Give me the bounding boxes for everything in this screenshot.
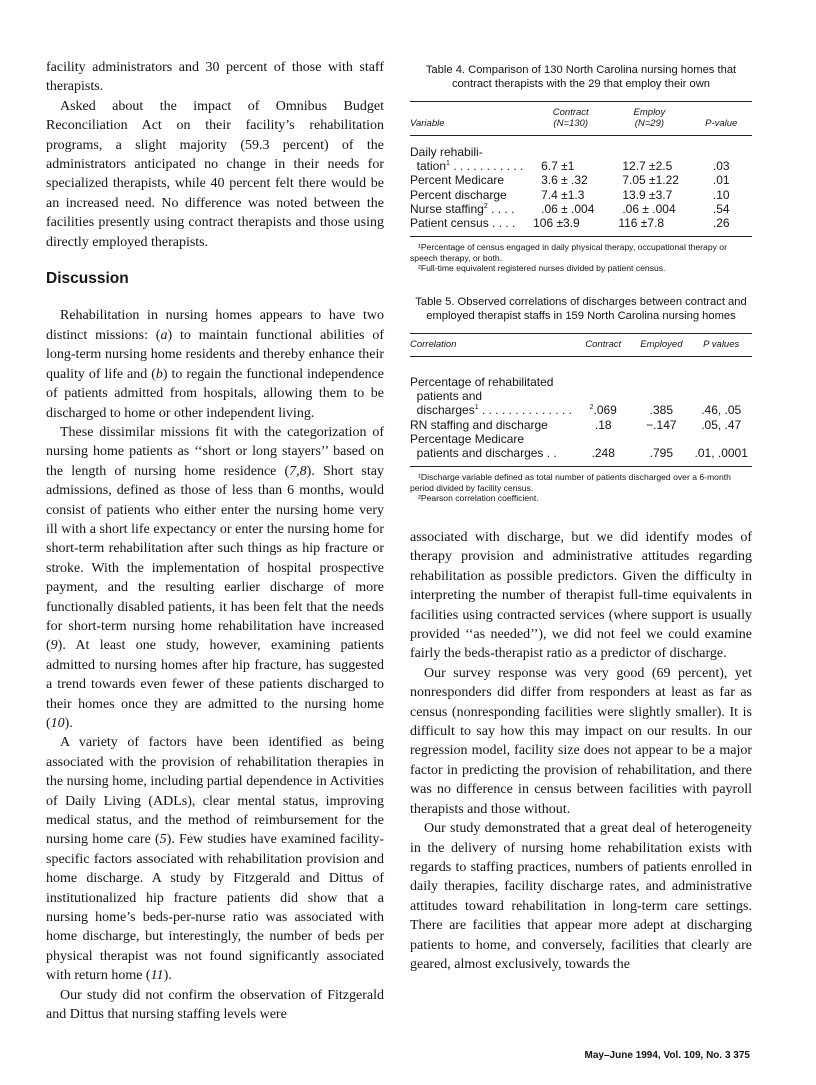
row-label: Daily rehabili- <box>410 145 483 159</box>
table-row <box>410 432 752 446</box>
row-label: patients and <box>416 389 483 404</box>
table-4 <box>410 64 752 274</box>
paragraph: facility administrators and 30 percent of those with staff therapists. <box>46 60 384 95</box>
table-footnotes <box>410 236 752 274</box>
table-row <box>410 159 752 173</box>
column-header: Employed <box>632 334 690 357</box>
column-header: Correlation <box>410 334 574 357</box>
table-4-grid <box>410 101 752 230</box>
row-label: Percent Medicare <box>410 173 505 188</box>
cell: 3.6 ± .32 <box>541 173 588 188</box>
paragraph: These dissimilar missions fit with the categorization of nursing home patients as ‘‘short or long stayers’’ based on the length of nursing home residence (7,8). Short stay admissions, defined as those of less than 6 months, would consist of patients who either enter the nursing home very ill with a short life expectancy or enter the nursing home for short-term rehabilitation after such things as hip fracture or stroke. With the implementation of hospital prospective payment, and the resulting earlier discharge of more functionally disabled patients, it has been felt that the needs for short-term nursing home rehabilitation have increased (9). At least one study, however, examining patients admitted to nursing homes after hip fracture, has suggested a trend towards even fewer of these patients discharged to their homes once they are admitted to the nursing home (10). <box>46 424 384 731</box>
table-row <box>410 389 752 403</box>
footnote: ²Full-time equivalent registered nurses divided by patient census. <box>418 263 666 274</box>
cell: .03 <box>712 159 730 174</box>
cell: .18 <box>594 417 612 432</box>
cell: −.147 <box>646 417 677 432</box>
row-label: Percentage Medicare <box>410 431 525 446</box>
cell: .06 ± .004 <box>622 201 676 216</box>
cell: .46, .05 <box>701 403 742 418</box>
table-row <box>410 188 752 202</box>
row-label: Patient census . . . . <box>410 216 516 231</box>
cell: 12.7 ±2.5 <box>622 159 673 174</box>
table-row <box>410 216 752 230</box>
table-row <box>410 375 752 389</box>
cell: .248 <box>591 446 615 461</box>
cell: .05, .47 <box>701 417 742 432</box>
paragraph: Our study did not confirm the observation of Fitzgerald and Dittus that nursing staffing levels were <box>46 987 384 1023</box>
cell: 106 ±3.9 <box>533 216 580 231</box>
column-header: Variable <box>410 102 533 136</box>
cell: .01 <box>712 173 730 188</box>
column-header: P-value <box>690 102 752 136</box>
right-column <box>410 64 752 974</box>
column-header: Contract (N=130) <box>533 102 608 136</box>
cell: .795 <box>649 446 674 461</box>
table-row <box>410 202 752 216</box>
table-footnotes <box>410 466 752 504</box>
table-title: Table 4. Comparison of 130 North Carolina nursing homes that contract therapists with the 29 that employ their own <box>425 64 737 90</box>
row-label: discharges$^1$ . . . . . . . . . . . . . . <box>416 403 572 418</box>
row-label: Percentage of rehabilitated <box>410 375 554 389</box>
row-label: tation$^1$ . . . . . . . . . . . <box>416 159 524 174</box>
column-header: Contract <box>574 334 632 357</box>
row-label: Nurse staffing$^2$ . . . . <box>410 201 515 216</box>
cell: .26 <box>712 216 730 231</box>
paragraph: Rehabilitation in nursing homes appears to have two distinct missions: (a) to maintain functional abilities of long-term nursing home residents and thereby enhance their quality of life and (b) to regain the functional independence of patients admitted from hospitals, allowing them to be discharged to home or other independent living. <box>46 308 385 421</box>
footnote: ¹Discharge variable defined as total number of patients discharged over a 6-month period divided by facility census. <box>410 472 731 493</box>
right-column-text <box>410 528 752 974</box>
table-row <box>410 446 752 460</box>
column-header: P values <box>690 334 752 357</box>
paragraph: associated with discharge, but we did identify modes of therapy provision and administrative attitudes regarding rehabilitation as possible predictors. Given the difficulty in interpreting the number of therapist full-time equivalents in facilities using contracted services (where support is usually provided ‘‘as needed’’), we did not feel we could examine fairly the beds-therapist ratio as a predictor of discharge. <box>410 530 752 662</box>
page-footer: May–June 1994, Vol. 109, No. 3 375 <box>584 1050 750 1061</box>
paragraph: Our study demonstrated that a great deal of heterogeneity in the delivery of nursing home rehabilitation exists with regards to staffing practices, numbers of patients enrolled in daily therapies, facility discharge rates, and administrative attitudes toward rehabilitation in long-term care settings. There are facilities that appear more adept at discharging patients to home, and conversely, facilities that clearly are geared, almost exclusively, towards the <box>410 821 752 972</box>
cell: $^2$.069 <box>589 403 617 418</box>
cell: .06 ± .004 <box>541 201 595 216</box>
cell: 116 ±7.8 <box>618 216 665 231</box>
cell: 6.7 ±1 <box>541 159 575 174</box>
table-5-grid <box>410 333 752 460</box>
cell: .10 <box>712 187 730 202</box>
footnote: ²Pearson correlation coefficient. <box>418 493 539 504</box>
table-row <box>410 145 752 159</box>
row-label: RN staffing and discharge <box>410 417 548 432</box>
cell: .54 <box>712 201 730 216</box>
cell: 13.9 ±3.7 <box>622 187 673 202</box>
paragraph: Asked about the impact of Omnibus Budget Reconciliation Act on their facility’s rehabilitation programs, a slight majority (59.3 percent) of the administrators anticipated no change in their needs for specialized therapists, while 40 percent felt there would be an increased need. No difference was noted between the facilities presently using contract therapists and those using directly employed therapists. <box>46 98 384 250</box>
cell: 7.05 ±1.22 <box>622 173 679 188</box>
paragraph: Our survey response was very good (69 percent), yet nonresponders did differ from responders at least as far as census (nonresponding facilities were slightly smaller). It is difficult to say how this may impact on our results. In our regression model, facility size does not appear to be a major factor in predicting the provision of rehabilitation, and there was no difference in census between facilities with payroll therapists and those without. <box>410 665 752 817</box>
row-label: patients and discharges . . <box>416 446 557 461</box>
footnote: ¹Percentage of census engaged in daily physical therapy, occupational therapy or speech therapy, or both. <box>410 242 727 263</box>
cell: .01, .0001 <box>694 446 748 461</box>
left-column <box>46 58 384 1025</box>
table-row <box>410 418 752 432</box>
row-label: Percent discharge <box>410 187 507 202</box>
column-header: Employ (N=29) <box>608 102 690 136</box>
section-heading: Discussion <box>46 270 129 288</box>
table-row <box>410 173 752 187</box>
table-5 <box>410 296 752 504</box>
cell: 7.4 ±1.3 <box>541 187 585 202</box>
table-title: Table 5. Observed correlations of discharges between contract and employed therapist staffs in 159 North Carolina nursing homes <box>415 296 747 322</box>
cell: .385 <box>649 403 674 418</box>
paragraph: A variety of factors have been identified as being associated with the provision of rehabilitation therapies in the nursing home, including partial dependence in Activities of Daily Living (ADLs), clear mental status, improving medical status, and the method of reimbursement for the nursing home care (5). Few studies have examined facility-specific factors associated with rehabilitation provision and home discharge. A study by Fitzgerald and Dittus of institutionalized hip fracture patients did show that a nursing home’s beds-per-nurse ratio was associated with home discharge, but interestingly, the number of beds per physical therapist was not found significantly associated with return home (11). <box>46 735 384 984</box>
table-row <box>410 403 752 417</box>
